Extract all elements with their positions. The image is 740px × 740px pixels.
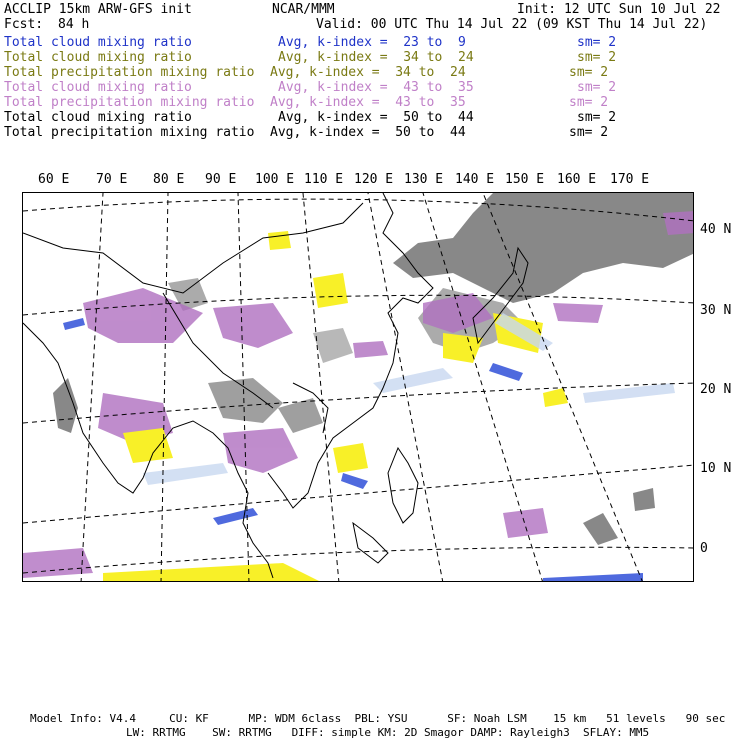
lon-label: 100 E [255, 172, 295, 187]
field-name: Total precipitation mixing ratio [4, 95, 255, 110]
lon-label: 60 E [38, 172, 70, 187]
lon-label: 70 E [96, 172, 128, 187]
field-name: Total precipitation mixing ratio [4, 125, 255, 140]
field-name: Total cloud mixing ratio [4, 50, 192, 65]
lat-label: 40 N [700, 222, 732, 237]
lon-label: 110 E [304, 172, 344, 187]
lon-label: 160 E [557, 172, 597, 187]
lon-label: 120 E [354, 172, 394, 187]
field-name: Total cloud mixing ratio [4, 110, 192, 125]
lat-label: 30 N [700, 303, 732, 318]
field-name: Total cloud mixing ratio [4, 35, 192, 50]
field-sm: sm= 2 [569, 125, 609, 140]
model-info-line: Model Info: V4.4 CU: KF MP: WDM 6class PBL: YSU SF: Noah LSM 15 km 51 levels 90 sec [30, 712, 726, 725]
lat-label: 0 [700, 541, 708, 556]
forecast-hour: 84 h [58, 17, 90, 32]
physics-info-line: LW: RRTMG SW: RRTMG DIFF: simple KM: 2D Smagor DAMP: Rayleigh3 SFLAY: MM5 [126, 726, 650, 739]
lon-label: 140 E [455, 172, 495, 187]
map-panel [22, 192, 694, 582]
valid-time: Valid: 00 UTC Thu 14 Jul 22 (09 KST Thu 14 Jul 22) [316, 17, 708, 32]
field-sm: sm= 2 [577, 80, 617, 95]
field-avg: Avg, k-index = 23 to 9 [278, 35, 466, 50]
field-sm: sm= 2 [569, 65, 609, 80]
lon-label: 80 E [153, 172, 185, 187]
forecast-map [23, 193, 694, 582]
field-sm: sm= 2 [569, 95, 609, 110]
lon-label: 130 E [404, 172, 444, 187]
lat-label: 20 N [700, 382, 732, 397]
field-avg: Avg, k-index = 43 to 35 [278, 80, 474, 95]
field-avg: Avg, k-index = 43 to 35 [270, 95, 466, 110]
field-sm: sm= 2 [577, 50, 617, 65]
model-title: ACCLIP 15km ARW-GFS init [4, 2, 192, 17]
field-sm: sm= 2 [577, 35, 617, 50]
field-name: Total precipitation mixing ratio [4, 65, 255, 80]
field-avg: Avg, k-index = 50 to 44 [270, 125, 466, 140]
lon-label: 90 E [205, 172, 237, 187]
lon-label: 170 E [610, 172, 650, 187]
field-avg: Avg, k-index = 50 to 44 [278, 110, 474, 125]
field-sm: sm= 2 [577, 110, 617, 125]
organization: NCAR/MMM [272, 2, 335, 17]
field-avg: Avg, k-index = 34 to 24 [270, 65, 466, 80]
lon-label: 150 E [505, 172, 545, 187]
field-name: Total cloud mixing ratio [4, 80, 192, 95]
field-avg: Avg, k-index = 34 to 24 [278, 50, 474, 65]
init-time: Init: 12 UTC Sun 10 Jul 22 [517, 2, 721, 17]
forecast-label: Fcst: [4, 17, 44, 32]
lat-label: 10 N [700, 461, 732, 476]
